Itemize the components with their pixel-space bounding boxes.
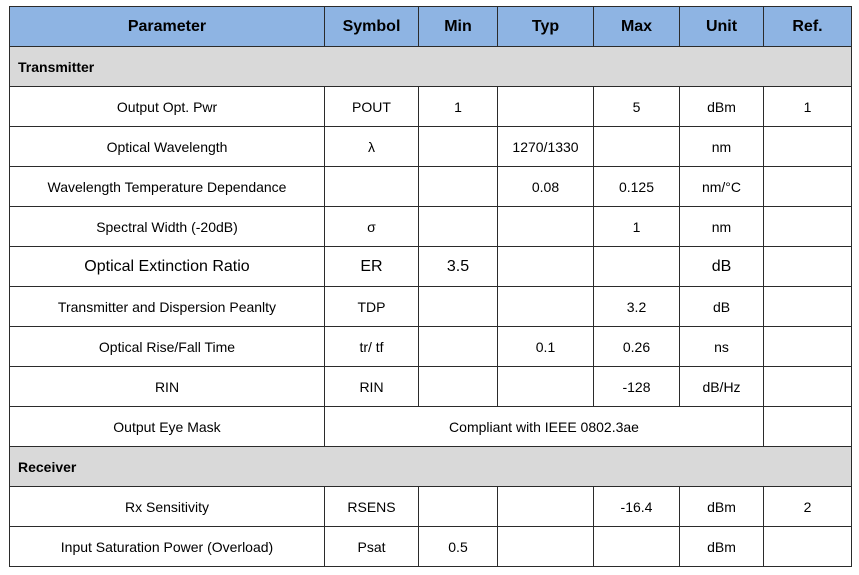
unit-cell: dB xyxy=(680,287,764,327)
header-ref: Ref. xyxy=(764,7,852,47)
parameter-cell: Wavelength Temperature Dependance xyxy=(10,167,325,207)
table-row xyxy=(10,127,852,167)
ref-cell xyxy=(764,127,852,167)
typ-cell xyxy=(498,487,594,527)
symbol-cell: σ xyxy=(325,207,419,247)
table-row xyxy=(10,167,852,207)
ref-cell xyxy=(764,527,852,567)
min-cell xyxy=(419,487,498,527)
min-cell: 0.5 xyxy=(419,527,498,567)
table-row xyxy=(10,367,852,407)
symbol-cell: RIN xyxy=(325,367,419,407)
parameter-cell: Optical Wavelength xyxy=(10,127,325,167)
header-max: Max xyxy=(594,7,680,47)
typ-cell xyxy=(498,207,594,247)
unit-cell: dB xyxy=(680,247,764,287)
symbol-cell: TDP xyxy=(325,287,419,327)
parameter-cell: Transmitter and Dispersion Peanlty xyxy=(10,287,325,327)
parameter-cell: Input Saturation Power (Overload) xyxy=(10,527,325,567)
parameter-cell: Optical Extinction Ratio xyxy=(10,247,325,287)
header-typ: Typ xyxy=(498,7,594,47)
max-cell: 3.2 xyxy=(594,287,680,327)
symbol-cell: Psat xyxy=(325,527,419,567)
typ-cell: 1270/1330 xyxy=(498,127,594,167)
header-symbol: Symbol xyxy=(325,7,419,47)
typ-cell xyxy=(498,87,594,127)
unit-cell: dBm xyxy=(680,87,764,127)
section-receiver xyxy=(10,447,852,487)
symbol-cell: λ xyxy=(325,127,419,167)
header-parameter: Parameter xyxy=(10,7,325,47)
unit-cell: nm xyxy=(680,127,764,167)
max-cell: 5 xyxy=(594,87,680,127)
ref-cell xyxy=(764,207,852,247)
unit-cell: dBm xyxy=(680,487,764,527)
header-unit: Unit xyxy=(680,7,764,47)
ref-cell xyxy=(764,407,852,447)
table-row xyxy=(10,207,852,247)
max-cell xyxy=(594,247,680,287)
ref-cell xyxy=(764,327,852,367)
table-row xyxy=(10,487,852,527)
parameter-cell: Spectral Width (-20dB) xyxy=(10,207,325,247)
parameter-cell: RIN xyxy=(10,367,325,407)
unit-cell: ns xyxy=(680,327,764,367)
typ-cell xyxy=(498,527,594,567)
parameter-cell: Output Eye Mask xyxy=(10,407,325,447)
ref-cell: 2 xyxy=(764,487,852,527)
max-cell: -16.4 xyxy=(594,487,680,527)
unit-cell: dBm xyxy=(680,527,764,567)
min-cell xyxy=(419,207,498,247)
ref-cell: 1 xyxy=(764,87,852,127)
header-row xyxy=(10,7,852,47)
max-cell: 1 xyxy=(594,207,680,247)
ref-cell xyxy=(764,247,852,287)
symbol-cell: ER xyxy=(325,247,419,287)
unit-cell: dB/Hz xyxy=(680,367,764,407)
max-cell: 0.26 xyxy=(594,327,680,367)
unit-cell: nm/°C xyxy=(680,167,764,207)
typ-cell xyxy=(498,247,594,287)
table-row xyxy=(10,247,852,287)
section-title: Transmitter xyxy=(10,47,852,87)
ref-cell xyxy=(764,367,852,407)
min-cell: 3.5 xyxy=(419,247,498,287)
parameter-cell: Rx Sensitivity xyxy=(10,487,325,527)
parameter-cell: Output Opt. Pwr xyxy=(10,87,325,127)
table-row xyxy=(10,527,852,567)
max-cell xyxy=(594,527,680,567)
header-min: Min xyxy=(419,7,498,47)
table-row xyxy=(10,407,852,447)
unit-cell: nm xyxy=(680,207,764,247)
min-cell xyxy=(419,127,498,167)
symbol-cell: POUT xyxy=(325,87,419,127)
parameter-cell: Optical Rise/Fall Time xyxy=(10,327,325,367)
symbol-cell: RSENS xyxy=(325,487,419,527)
max-cell: 0.125 xyxy=(594,167,680,207)
typ-cell: 0.08 xyxy=(498,167,594,207)
section-transmitter xyxy=(10,47,852,87)
min-cell xyxy=(419,167,498,207)
min-cell: 1 xyxy=(419,87,498,127)
min-cell xyxy=(419,287,498,327)
typ-cell xyxy=(498,287,594,327)
section-title: Receiver xyxy=(10,447,852,487)
ref-cell xyxy=(764,167,852,207)
table-row xyxy=(10,287,852,327)
typ-cell: 0.1 xyxy=(498,327,594,367)
typ-cell xyxy=(498,367,594,407)
symbol-cell: tr/ tf xyxy=(325,327,419,367)
max-cell xyxy=(594,127,680,167)
max-cell: -128 xyxy=(594,367,680,407)
compliance-cell: Compliant with IEEE 0802.3ae xyxy=(325,407,764,447)
spec-table xyxy=(9,6,852,567)
ref-cell xyxy=(764,287,852,327)
min-cell xyxy=(419,327,498,367)
table-row xyxy=(10,87,852,127)
table-row xyxy=(10,327,852,367)
min-cell xyxy=(419,367,498,407)
symbol-cell xyxy=(325,167,419,207)
